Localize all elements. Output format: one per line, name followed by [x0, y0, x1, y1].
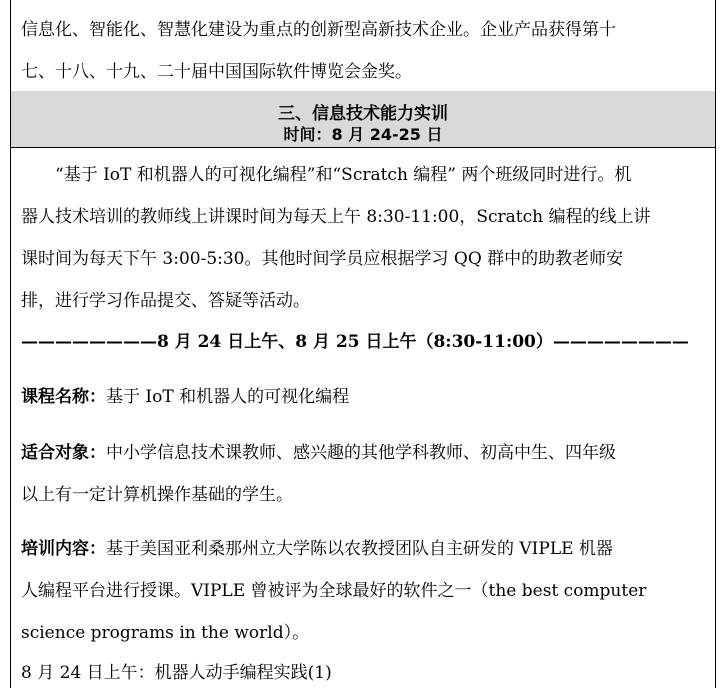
- audience-row: [21, 443, 711, 463]
- section-header: [11, 91, 715, 148]
- intro-line-2: 七、十八、十九、二十届中国国际软件博览会金奖。: [21, 62, 412, 82]
- intro-section: [11, 0, 715, 92]
- content-label: 培训内容：: [21, 539, 106, 559]
- document-page: [10, 0, 716, 688]
- content-row: [21, 539, 711, 559]
- schedule-line: 8 月 24 日上午：机器人动手编程实践(1): [21, 663, 332, 683]
- content-value: 基于美国亚利桑那州立大学陈以农教授团队自主研发的 VIPLE 机器: [106, 539, 613, 559]
- course-name-value: 基于 IoT 和机器人的可视化编程: [106, 387, 350, 407]
- intro-line-1: 信息化、智能化、智慧化建设为重点的创新型高新技术企业。企业产品获得第十: [21, 20, 616, 40]
- audience-label: 适合对象：: [21, 443, 106, 463]
- audience-value: 中小学信息技术课教师、感兴趣的其他学科教师、初高中生、四年级: [106, 443, 616, 463]
- body-paragraph-line-2: 器人技术培训的教师线上讲课时间为每天上午 8:30-11:00，Scratch 编程的线上讲: [21, 207, 651, 227]
- body-paragraph-line-1: “基于 IoT 和机器人的可视化编程”和“Scratch 编程” 两个班级同时进行。机: [21, 165, 632, 185]
- course-name-row: [21, 387, 711, 407]
- section-body: [11, 147, 715, 688]
- section-title: 三、信息技术能力实训: [278, 104, 448, 124]
- audience-line-2: 以上有一定计算机操作基础的学生。: [21, 485, 293, 505]
- session-separator: ————————8 月 24 日上午、8 月 25 日上午（8:30-11:00）————————: [21, 332, 689, 352]
- body-paragraph-line-4: 排，进行学习作品提交、答疑等活动。: [21, 291, 310, 311]
- content-line-2: 人编程平台进行授课。VIPLE 曾被评为全球最好的软件之一（the best computer: [21, 581, 647, 601]
- content-line-3: science programs in the world）。: [21, 623, 310, 643]
- body-paragraph-line-3: 课时间为每天下午 3:00-5:30。其他时间学员应根据学习 QQ 群中的助教老师安: [21, 249, 624, 269]
- section-time: 时间：8 月 24-25 日: [283, 125, 443, 144]
- course-name-label: 课程名称：: [21, 387, 106, 407]
